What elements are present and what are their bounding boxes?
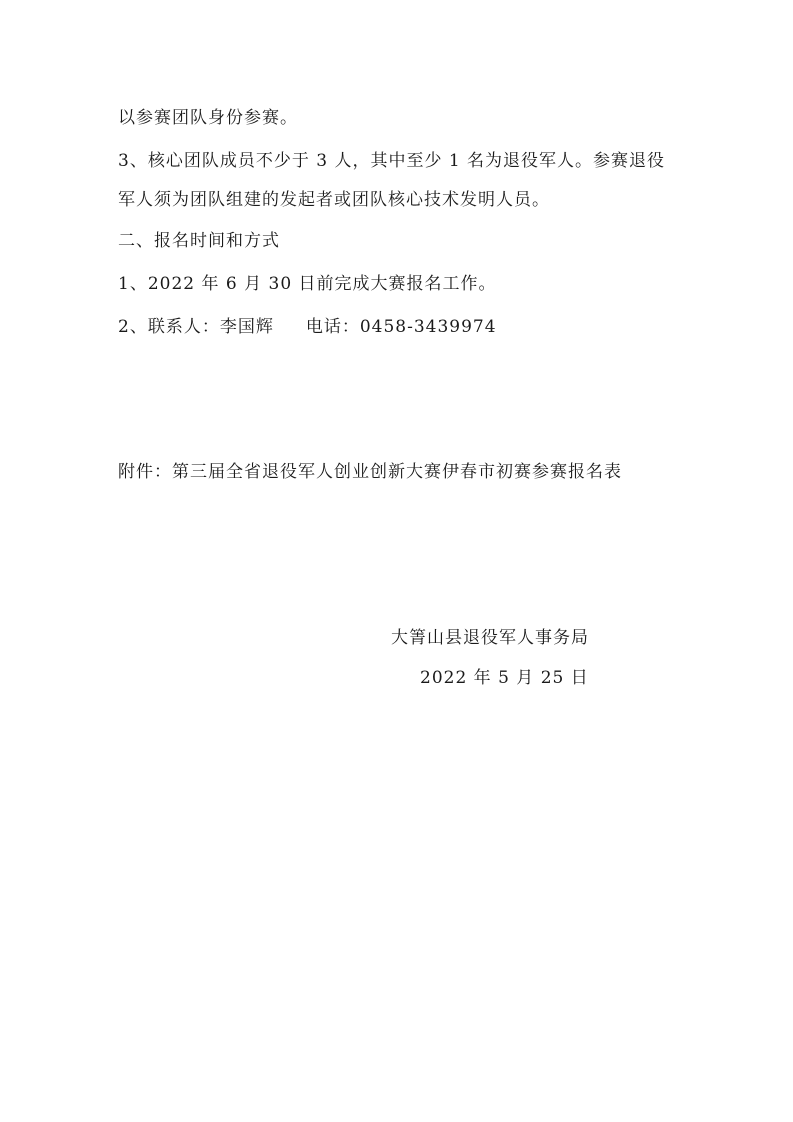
paragraph-veteran-role: 军人须为团队组建的发起者或团队核心技术发明人员。 (118, 190, 550, 210)
section-heading-registration: 二、报名时间和方式 (118, 231, 280, 251)
contact-person: 2、联系人：李国辉 (118, 317, 274, 337)
signature-date: 2022 年 5 月 25 日 (420, 668, 589, 688)
signature-organization: 大箐山县退役军人事务局 (391, 628, 589, 648)
paragraph-contact (118, 316, 497, 338)
paragraph-team-identity: 以参赛团队身份参赛。 (118, 108, 298, 128)
paragraph-deadline: 1、2022 年 6 月 30 日前完成大赛报名工作。 (118, 274, 497, 294)
paragraph-core-team-requirement: 3、核心团队成员不少于 3 人，其中至少 1 名为退役军人。参赛退役 (118, 151, 666, 171)
attachment-note: 附件：第三届全省退役军人创业创新大赛伊春市初赛参赛报名表 (118, 462, 622, 482)
contact-phone: 电话：0458-3439974 (305, 317, 497, 337)
